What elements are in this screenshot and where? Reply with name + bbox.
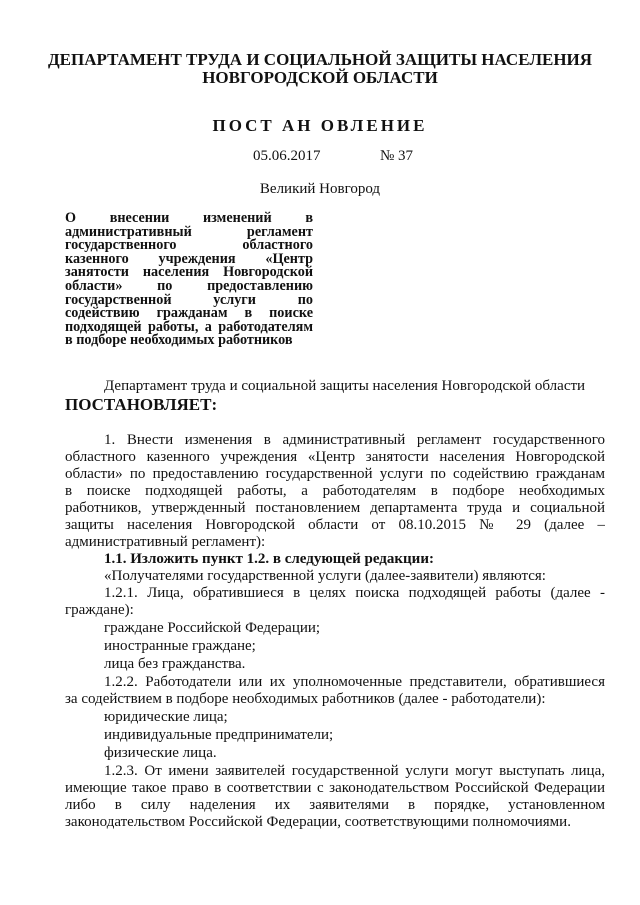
body-line: в поиске подходящей работы, а работодателям в подборе необходимых bbox=[65, 483, 605, 499]
body-line: либо в силу наделения их заявителями в порядке, установленном bbox=[65, 797, 605, 813]
body-line: Департамент труда и социальной защиты населения Новгородской области bbox=[104, 378, 586, 394]
body-line: 1.2.1. Лица, обратившиеся в целях поиска подходящей работы (далее - bbox=[104, 585, 605, 601]
document-title: ПОСТ АН ОВЛЕНИЕ bbox=[212, 116, 428, 135]
body-line: граждане Российской Федерации; bbox=[104, 620, 321, 636]
body-line: защиты населения Новгородской области от 08.10.2015 № 29 (далее – bbox=[65, 517, 605, 533]
body-line: имеющие такое право в соответствии с законодательством Российской Федерации bbox=[65, 780, 605, 796]
body-line: областного казенного учреждения «Центр занятости населения Новгородской bbox=[65, 449, 605, 465]
body-line: иностранные граждане; bbox=[104, 638, 256, 654]
document-subject: О внесении изменений в административный регламент государственного областного казенного учреждения «Центр занятости населения Новгородской области» по предоставлению государственной услуги по содействию гражданам в поиске подходящей работы, а работодателям в подборе необходимых работников bbox=[65, 210, 313, 349]
body-line: области» по предоставлению государственной услуги по содействию гражданам bbox=[65, 466, 605, 482]
document-number: № 37 bbox=[380, 148, 414, 164]
body-line: физические лица. bbox=[104, 745, 217, 761]
body-line: индивидуальные предприниматели; bbox=[104, 727, 334, 743]
body-line: за содействием в подборе необходимых работников (далее - работодатели): bbox=[65, 691, 546, 707]
body-line: юридические лица; bbox=[104, 709, 228, 725]
document-date: 05.06.2017 bbox=[253, 148, 321, 164]
body-line: административный регламент): bbox=[65, 534, 266, 550]
body-line: ПОСТАНОВЛЯЕТ: bbox=[65, 396, 218, 413]
body-line: законодательством Российской Федерации, соответствующими полномочиями. bbox=[65, 814, 571, 830]
body-line: лица без гражданства. bbox=[104, 656, 246, 672]
department-header-line2: НОВГОРОДСКОЙ ОБЛАСТИ bbox=[202, 68, 438, 87]
department-header-line1: ДЕПАРТАМЕНТ ТРУДА И СОЦИАЛЬНОЙ ЗАЩИТЫ НАСЕЛЕНИЯ bbox=[47, 50, 593, 69]
body-line: 1.2.2. Работодатели или их уполномоченные представители, обратившиеся bbox=[104, 674, 605, 690]
body-line: работников, утвержденный постановлением департамента труда и социальной bbox=[65, 500, 605, 516]
body-line: граждане): bbox=[65, 602, 134, 618]
body-line: «Получателями государственной услуги (далее-заявители) являются: bbox=[104, 568, 546, 584]
body-line: 1.1. Изложить пункт 1.2. в следующей редакции: bbox=[104, 551, 434, 567]
document-city: Великий Новгород bbox=[259, 181, 381, 197]
body-line: 1.2.3. От имени заявителей государственной услуги могут выступать лица, bbox=[104, 763, 605, 779]
body-line: 1. Внести изменения в административный регламент государственного bbox=[104, 432, 605, 448]
